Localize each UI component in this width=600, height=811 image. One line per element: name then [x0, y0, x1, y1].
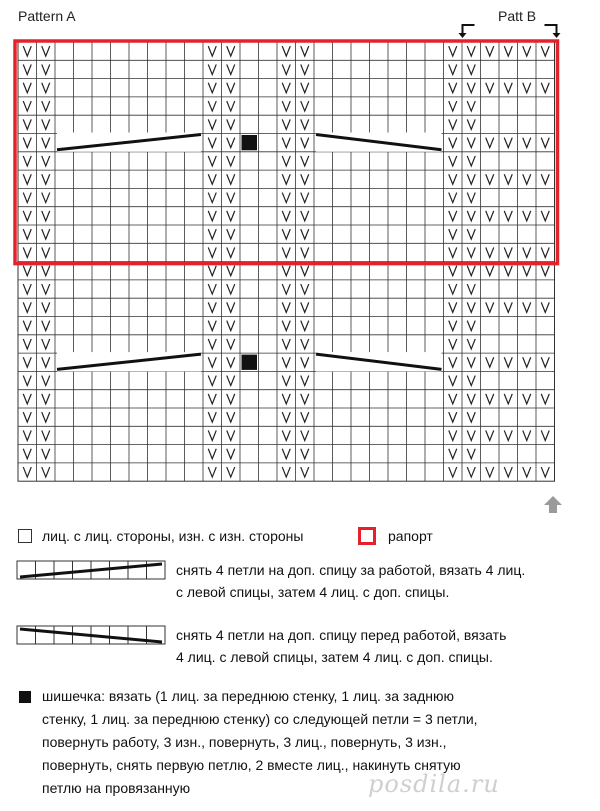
cable-front-symbol: [16, 624, 168, 646]
cable-front-text-2: 4 лиц. с левой спицы, затем 4 лиц. с доп. спицы.: [176, 649, 493, 665]
repeat-text: рапорт: [388, 528, 433, 544]
bobble-text-3: повернуть работу, 3 изн., повернуть, 3 лиц., повернуть, 3 изн.,: [42, 734, 447, 750]
cable-back-text-2: с левой спицы, затем 4 лиц. с доп. спицы.: [176, 584, 450, 600]
watermark: posdila.ru: [368, 770, 500, 798]
bobble-text-4: повернуть, снять первую петлю, 2 вместе лиц., накинуть снятую: [42, 757, 461, 773]
up-arrow-icon: [544, 496, 562, 513]
cable-back-symbol: [16, 559, 168, 581]
repeat-swatch: [358, 527, 376, 545]
knit-stitch-swatch: [18, 529, 32, 543]
pattern-a-label: Pattern A: [18, 8, 76, 24]
bobble-text-1: шишечка: вязать (1 лиц. за переднюю стенку, 1 лиц. за заднюю: [42, 688, 454, 704]
bobble-swatch: [19, 691, 31, 703]
bobble-mark: [242, 135, 258, 150]
knit-stitch-text: лиц. с лиц. стороны, изн. с изн. стороны: [42, 528, 304, 544]
patt-b-label: Patt B: [498, 8, 537, 24]
left-bracket-arrow-head: [459, 33, 467, 38]
bobble-text-2: стенку, 1 лиц. за переднюю стенку) со следующей петли = 3 петли,: [42, 711, 478, 727]
right-bracket-arrow-head: [553, 33, 561, 38]
bobble-text-5: петлю на провязанную: [42, 780, 191, 796]
cable-front-text-1: снять 4 петли на доп. спицу перед работой, вязать: [176, 627, 507, 643]
bobble-mark: [242, 355, 258, 370]
cable-back-text-1: снять 4 петли на доп. спицу за работой, вязать 4 лиц.: [176, 562, 526, 578]
